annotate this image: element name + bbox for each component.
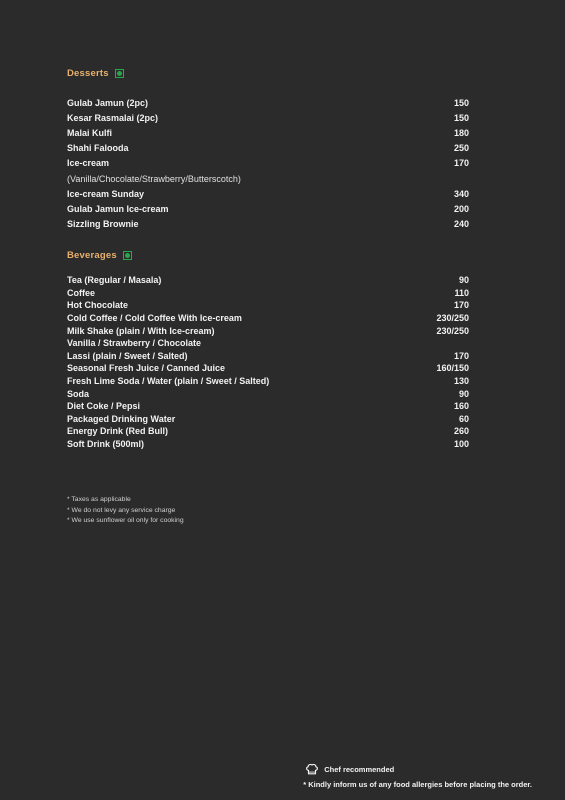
menu-item-name: Vanilla / Strawberry / Chocolate xyxy=(67,338,202,349)
menu-item-row xyxy=(67,425,469,438)
menu-item-price: 100 xyxy=(453,439,469,450)
menu-item-price: 230/250 xyxy=(436,313,469,324)
menu-item-price: 240 xyxy=(453,219,469,230)
menu-item-row xyxy=(67,141,469,156)
chef-recommended-legend xyxy=(305,762,532,776)
menu-item-name: Diet Coke / Pepsi xyxy=(67,401,141,412)
menu-item-row xyxy=(67,171,469,186)
menu-item-row xyxy=(67,413,469,426)
allergy-note: * Kindly inform us of any food allergies before placing the order. xyxy=(303,780,532,789)
menu-item-row xyxy=(67,400,469,413)
menu-item-name: Fresh Lime Soda / Water (plain / Sweet / Salted) xyxy=(67,376,270,387)
menu-item-row xyxy=(67,350,469,363)
menu-item-price: 160 xyxy=(453,401,469,412)
beverages-title: Beverages xyxy=(67,250,117,261)
menu-item-price: 60 xyxy=(458,413,469,424)
menu-item-price: 90 xyxy=(458,275,469,286)
menu-item-row xyxy=(67,387,469,400)
menu-item-name: Soda xyxy=(67,388,90,399)
menu-item-name: Gulab Jamun Ice-cream xyxy=(67,203,169,214)
notes xyxy=(67,496,184,528)
menu-item-name: (Vanilla/Chocolate/Strawberry/Butterscotch) xyxy=(67,173,241,184)
menu-item-row xyxy=(67,299,469,312)
menu-item-name: Ice-cream xyxy=(67,158,110,169)
menu-item-price: 250 xyxy=(453,143,469,154)
note-oil: * We use sunflower oil only for cooking xyxy=(67,517,184,524)
menu-item-row xyxy=(67,156,469,171)
menu-item-row xyxy=(67,337,469,350)
menu-item-name: Energy Drink (Red Bull) xyxy=(67,426,169,437)
menu-item-row xyxy=(67,324,469,337)
menu-item-name: Hot Chocolate xyxy=(67,300,129,311)
menu-item-name: Lassi (plain / Sweet / Salted) xyxy=(67,350,188,361)
menu-item-price: 260 xyxy=(453,426,469,437)
menu-item-name: Sizzling Brownie xyxy=(67,219,139,230)
veg-mark-icon xyxy=(123,251,132,260)
menu-item-price: 180 xyxy=(453,127,469,138)
menu-item-name: Gulab Jamun (2pc) xyxy=(67,97,149,108)
menu-item-price: 170 xyxy=(453,300,469,311)
menu-item-row xyxy=(67,362,469,375)
menu-item-name: Coffee xyxy=(67,287,96,298)
menu-item-price: 230/250 xyxy=(436,325,469,336)
menu-item-row xyxy=(67,274,469,287)
menu-item-name: Seasonal Fresh Juice / Canned Juice xyxy=(67,363,226,374)
menu-item-row xyxy=(67,186,469,201)
menu-item-price: 90 xyxy=(458,388,469,399)
menu-item-name: Shahi Falooda xyxy=(67,143,129,154)
desserts-title: Desserts xyxy=(67,68,109,79)
note-service-charge: * We do not levy any service charge xyxy=(67,506,176,514)
menu-item-row xyxy=(67,217,469,232)
menu-item-row xyxy=(67,110,469,125)
veg-mark-icon xyxy=(115,69,124,78)
menu-item-name: Packaged Drinking Water xyxy=(67,413,176,424)
menu-item-price: 160/150 xyxy=(436,363,469,374)
menu-item-price: 150 xyxy=(453,112,469,123)
menu-item-price: 170 xyxy=(453,158,469,169)
menu-item-price: 170 xyxy=(453,350,469,361)
menu-item-price: 340 xyxy=(453,188,469,199)
menu-item-name: Ice-cream Sunday xyxy=(67,188,145,199)
menu-item-name: Cold Coffee / Cold Coffee With Ice-cream xyxy=(67,313,242,324)
menu-item-row xyxy=(67,95,469,110)
menu-item-row xyxy=(67,375,469,388)
chef-hat-icon xyxy=(305,762,319,776)
menu-item-price: 130 xyxy=(453,376,469,387)
desserts-heading xyxy=(67,68,124,79)
menu-item-price: 110 xyxy=(454,287,469,298)
menu-item-name: Tea (Regular / Masala) xyxy=(67,275,162,286)
footer xyxy=(303,762,532,789)
desserts-list xyxy=(67,95,469,232)
menu-item-price: 200 xyxy=(453,203,469,214)
menu-item-row xyxy=(67,201,469,216)
menu-item-row xyxy=(67,287,469,300)
menu-item-name: Milk Shake (plain / With Ice-cream) xyxy=(67,325,215,336)
note-taxes: * Taxes as applicable xyxy=(67,496,131,503)
menu-item-price: 150 xyxy=(453,97,469,108)
menu-item-name: Soft Drink (500ml) xyxy=(67,439,145,450)
beverages-list xyxy=(67,274,469,450)
menu-item-row xyxy=(67,125,469,140)
menu-item-row xyxy=(67,312,469,325)
menu-item-name: Kesar Rasmalai (2pc) xyxy=(67,112,159,123)
menu-item-name: Malai Kulfi xyxy=(67,127,113,138)
chef-recommended-label: Chef recommended xyxy=(324,764,395,774)
beverages-heading xyxy=(67,250,132,261)
menu-item-row xyxy=(67,438,469,451)
